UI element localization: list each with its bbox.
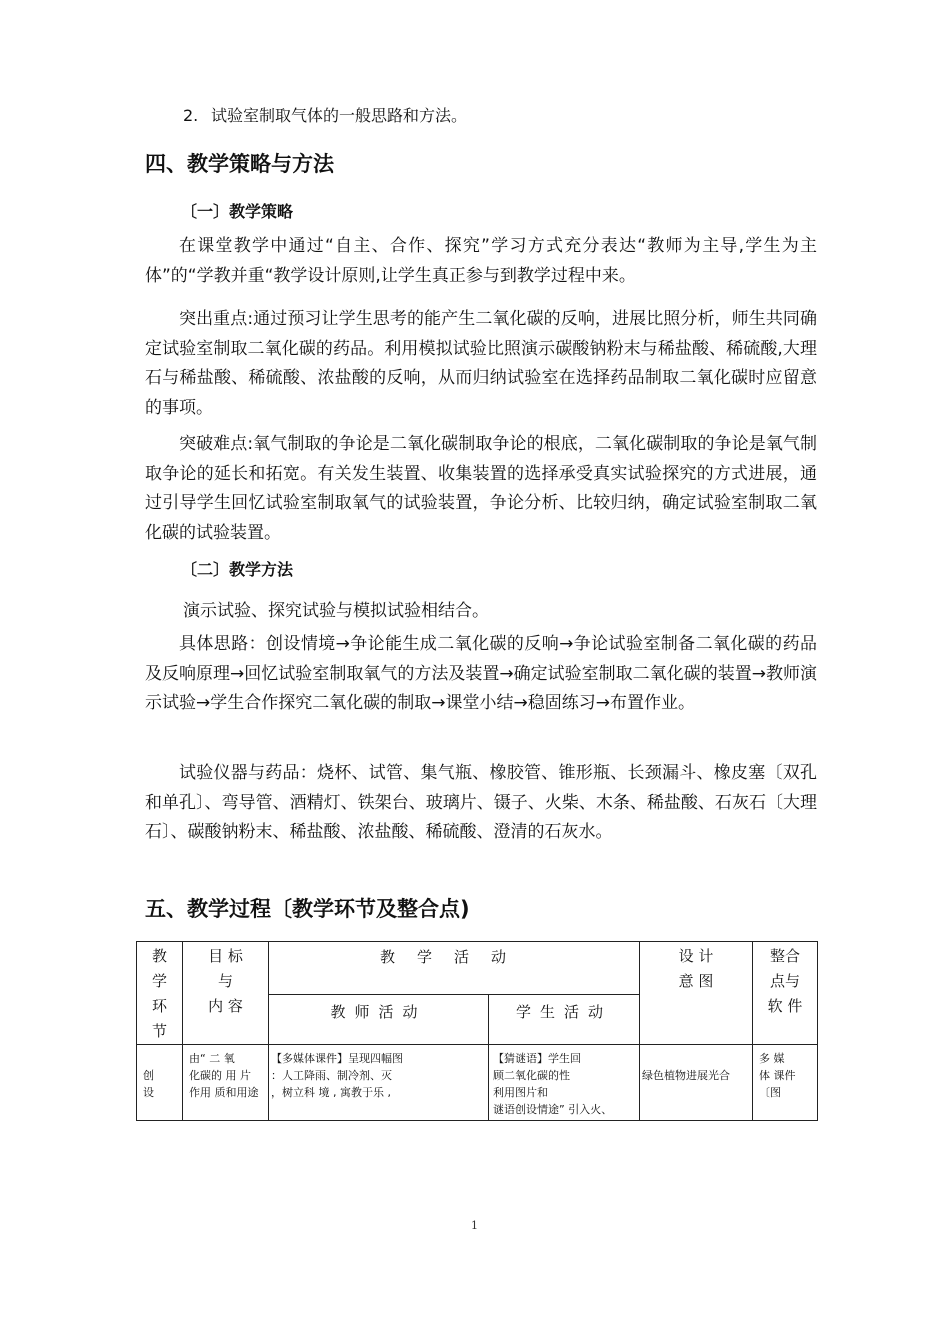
- header-teacher: 教师活动: [269, 994, 489, 1045]
- method-paragraph-1: 演示试验、探究试验与模拟试验相结合。: [183, 601, 489, 621]
- process-table: [136, 941, 818, 1121]
- header-student: 学生活动: [489, 994, 640, 1045]
- cell-teacher: 【多媒体课件】呈现四幅图 ：人工降雨、制冷剂、灭 ，树立科 境 , 寓教于乐 ,: [269, 1045, 489, 1121]
- header-integration: 整合 点与 软 件: [753, 942, 818, 1045]
- strategy-paragraph-1: 在课堂教学中通过“自主、合作、探究”学习方式充分表达“教师为主导,学生为主体”的“学教并重“教学设计原则,让学生真正参与到教学过程中来。: [145, 236, 817, 286]
- page-number: 1: [471, 1219, 478, 1232]
- header-goal: 目 标 与 内 容: [183, 942, 269, 1045]
- cell-student: 【猜谜语】学生回 顾二氧化碳的性 利用图片和 谜语创设情途” 引入火、: [489, 1045, 640, 1121]
- sub1-title: 〔一〕教学策略: [181, 202, 294, 221]
- header-design: 设 计 意 图: [640, 942, 753, 1045]
- section5-title: 五、教学过程〔教学环节及整合点): [145, 897, 470, 921]
- strategy-paragraph-3: 突破难点:氧气制取的争论是二氧化碳制取争论的根底，二氧化碳制取的争论是氧气制取争论的延长和拓宽。有关发生装置、收集装置的选择承受真实试验探究的方式进展，通过引导学生回忆试验室制取氧气的试验装置，争论分析、比较归纳，确定试验室制取二氧化碳的试验装置。: [145, 434, 817, 543]
- list-item-2: [183, 103, 467, 126]
- table-row: [137, 1045, 818, 1121]
- method-paragraph-3: 试验仪器与药品：烧杯、试管、集气瓶、橡胶管、锥形瓶、长颈漏斗、橡皮塞〔双孔和单孔〕、弯导管、酒精灯、铁架台、玻璃片、镊子、火柴、木条、稀盐酸、石灰石〔大理石〕、碳酸钠粉末、稀盐酸、浓盐酸、稀硫酸、澄清的石灰水。: [145, 763, 817, 842]
- list-text: 试验室制取气体的一般思路和方法。: [211, 106, 468, 125]
- cell-integration: 多 媒 体 课件 〔图: [753, 1045, 818, 1121]
- header-activity: 教学活动: [269, 942, 640, 995]
- cell-goal: 由“ 二 氧 化碳的 用 片 作用 质和用途: [183, 1045, 269, 1121]
- list-number: 2.: [183, 106, 199, 125]
- section4-title: 四、教学策略与方法: [145, 152, 334, 176]
- header-stage: 教 学 环 节: [137, 942, 183, 1045]
- sub2-title: 〔二〕教学方法: [181, 560, 294, 579]
- strategy-paragraph-2: 突出重点:通过预习让学生思考的能产生二氧化碳的反响，进展比照分析，师生共同确定试验室制取二氧化碳的药品。利用模拟试验比照演示碳酸钠粉末与稀盐酸、稀硫酸,大理石与稀盐酸、稀硫酸、浓盐酸的反响，从而归纳试验室在选择药品制取二氧化碳时应留意的事项。: [145, 309, 817, 418]
- cell-design: 绿色植物进展光合: [640, 1045, 753, 1121]
- method-paragraph-2: 具体思路：创设情境→争论能生成二氧化碳的反响→争论试验室制备二氧化碳的药品及反响原理→回忆试验室制取氧气的方法及装置→确定试验室制取二氧化碳的装置→教师演示试验→学生合作探究二氧化碳的制取→课堂小结→稳固练习→布置作业。: [145, 634, 817, 713]
- cell-stage: 创 设: [137, 1045, 183, 1121]
